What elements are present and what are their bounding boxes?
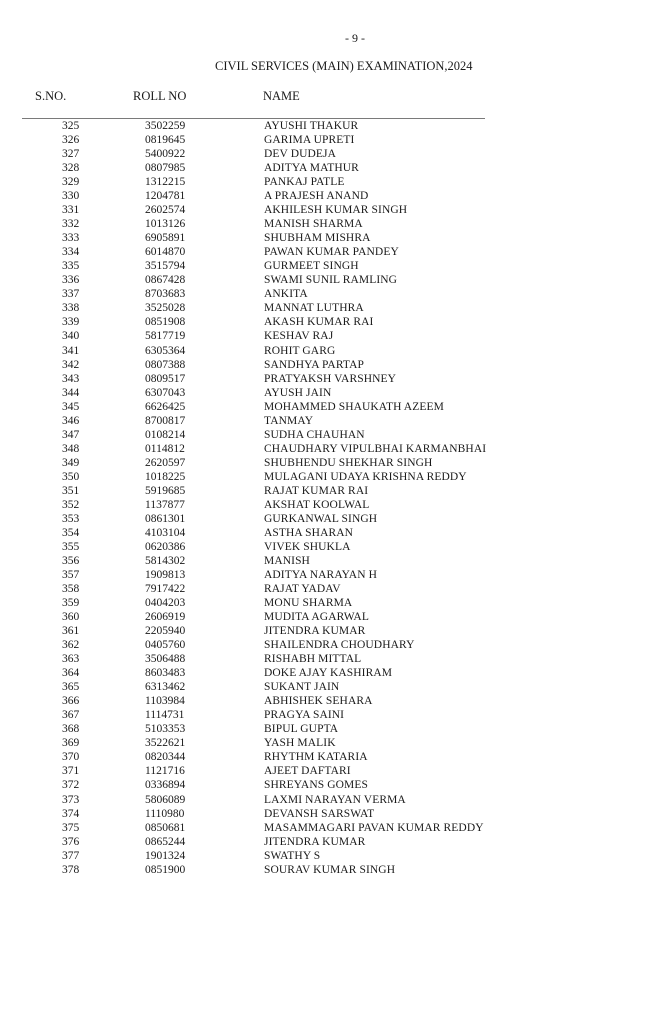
table-row [0,470,669,484]
candidate-name-cell: SOURAV KUMAR SINGH [264,863,396,876]
serial-number-cell: 354 [62,526,80,539]
serial-number-cell: 377 [62,849,80,862]
table-row [0,344,669,358]
table-row [0,736,669,750]
candidate-name-cell: RHYTHM KATARIA [264,751,368,764]
roll-number-cell: 5103353 [145,723,186,736]
serial-number-cell: 356 [62,554,80,567]
candidate-name-cell: RAJAT KUMAR RAI [264,484,369,497]
candidate-name-cell: PRAGYA SAINI [264,709,345,722]
candidate-name-cell: SUKANT JAIN [264,681,340,694]
table-row [0,301,669,315]
roll-number-cell: 8703683 [145,288,186,301]
roll-number-cell: 0336894 [145,779,186,792]
table-row [0,147,669,161]
roll-number-cell: 1121716 [145,765,185,778]
serial-number-cell: 375 [62,821,80,834]
table-row [0,540,669,554]
serial-number-cell: 378 [62,863,80,876]
serial-number-cell: 365 [62,681,80,694]
roll-number-cell: 5400922 [145,148,186,161]
candidate-name-cell: DEVANSH SARSWAT [264,807,375,820]
table-row [0,596,669,610]
candidate-name-cell: LAXMI NARAYAN VERMA [264,793,406,806]
candidate-name-cell: DOKE AJAY KASHIRAM [264,667,393,680]
candidate-name-cell: AYUSHI THAKUR [264,120,359,132]
roll-number-cell: 0820344 [145,751,186,764]
serial-number-cell: 360 [62,611,80,624]
candidate-name-cell: ABHISHEK SEHARA [264,695,373,708]
candidate-name-cell: RISHABH MITTAL [264,653,362,666]
serial-number-cell: 355 [62,540,80,553]
table-row [0,680,669,694]
candidate-name-cell: YASH MALIK [264,737,336,750]
roll-number-cell: 1909813 [145,569,186,581]
serial-number-cell: 333 [62,232,80,245]
serial-number-cell: 367 [62,709,80,722]
roll-number-cell: 2606919 [145,611,186,624]
table-row [0,708,669,722]
serial-number-cell: 350 [62,470,80,483]
candidate-name-cell: AKSHAT KOOLWAL [264,498,370,511]
serial-number-cell: 342 [62,358,80,371]
table-row [0,821,669,835]
table-row [0,217,669,231]
serial-number-cell: 337 [62,288,80,301]
roll-number-cell: 1018225 [145,470,186,483]
candidate-name-cell: ADITYA NARAYAN H [264,569,377,581]
table-row [0,778,669,792]
candidate-name-cell: MASAMMAGARI PAVAN KUMAR REDDY [264,821,484,834]
serial-number-cell: 336 [62,274,80,287]
table-row [0,414,669,428]
roll-number-cell: 6905891 [145,232,186,245]
candidate-name-cell: MULAGANI UDAYA KRISHNA REDDY [264,470,467,483]
candidate-name-cell: GURMEET SINGH [264,260,359,273]
table-row [0,666,669,680]
serial-number-cell: 349 [62,456,80,469]
column-header-name: NAME [263,89,300,103]
roll-number-cell: 4103104 [145,526,186,539]
candidate-name-cell: PANKAJ PATLE [264,176,345,189]
candidate-name-cell: AYUSH JAIN [264,386,332,399]
serial-number-cell: 325 [62,120,80,132]
roll-number-cell: 0865244 [145,835,186,848]
table-row [0,386,669,400]
candidate-name-cell: SHAILENDRA CHOUDHARY [264,639,415,652]
table-row [0,287,669,301]
table-row [0,231,669,245]
candidate-name-cell: PRATYAKSH VARSHNEY [264,372,397,385]
roll-number-cell: 0807388 [145,358,186,371]
serial-number-cell: 362 [62,639,80,652]
table-row [0,273,669,287]
serial-number-cell: 368 [62,723,80,736]
roll-number-cell: 0851900 [145,863,186,876]
roll-number-cell: 2205940 [145,625,186,638]
roll-number-cell: 5814302 [145,554,186,567]
table-row [0,694,669,708]
serial-number-cell: 339 [62,316,80,329]
serial-number-cell: 335 [62,260,80,273]
roll-number-cell: 1110980 [145,807,185,820]
roll-number-cell: 0404203 [145,597,186,610]
serial-number-cell: 351 [62,484,80,497]
candidate-name-cell: MUDITA AGARWAL [264,611,369,624]
roll-number-cell: 6626425 [145,400,186,413]
roll-number-cell: 6307043 [145,386,186,399]
candidate-name-cell: TANMAY [264,414,314,427]
table-row [0,203,669,217]
table-row [0,568,669,582]
table-row [0,750,669,764]
serial-number-cell: 361 [62,625,80,638]
roll-number-cell: 5919685 [145,484,186,497]
candidate-name-cell: AKASH KUMAR RAI [264,316,374,329]
candidate-name-cell: MANISH [264,554,310,567]
candidate-name-cell: JITENDRA KUMAR [264,625,366,638]
table-row [0,863,669,877]
roll-number-cell: 1137877 [145,498,185,511]
candidate-name-cell: CHAUDHARY VIPULBHAI KARMANBHAI [264,442,487,455]
table-row [0,526,669,540]
table-row [0,315,669,329]
candidate-name-cell: SWATHY S [264,849,321,862]
candidate-name-cell: MANISH SHARMA [264,218,363,231]
table-row [0,793,669,807]
roll-number-cell: 0620386 [145,540,186,553]
serial-number-cell: 376 [62,835,80,848]
serial-number-cell: 346 [62,414,80,427]
candidate-name-cell: MOHAMMED SHAUKATH AZEEM [264,400,444,413]
roll-number-cell: 0819645 [145,134,186,147]
table-row [0,498,669,512]
document-title: CIVIL SERVICES (MAIN) EXAMINATION,2024 [215,59,473,73]
candidate-name-cell: AKHILESH KUMAR SINGH [264,204,408,217]
serial-number-cell: 371 [62,765,80,778]
table-row [0,259,669,273]
roll-number-cell: 0405760 [145,639,186,652]
roll-number-cell: 0809517 [145,372,186,385]
table-row [0,764,669,778]
table-row [0,835,669,849]
column-header-sno: S.NO. [35,89,67,103]
table-row [0,512,669,526]
serial-number-cell: 329 [62,176,80,189]
serial-number-cell: 369 [62,737,80,750]
serial-number-cell: 345 [62,400,80,413]
candidate-name-cell: ASTHA SHARAN [264,526,354,539]
table-row [0,161,669,175]
table-row [0,329,669,343]
serial-number-cell: 341 [62,344,80,357]
serial-number-cell: 352 [62,498,80,511]
candidate-name-cell: GARIMA UPRETI [264,134,355,147]
candidate-name-cell: BIPUL GUPTA [264,723,339,736]
column-header-roll-no: ROLL NO [133,89,187,103]
roll-number-cell: 8603483 [145,667,186,680]
serial-number-cell: 358 [62,583,80,596]
candidate-name-cell: SWAMI SUNIL RAMLING [264,274,398,287]
serial-number-cell: 326 [62,134,80,147]
table-row [0,245,669,259]
serial-number-cell: 363 [62,653,80,666]
serial-number-cell: 331 [62,204,80,217]
roll-number-cell: 0867428 [145,274,186,287]
table-row [0,722,669,736]
serial-number-cell: 344 [62,386,80,399]
serial-number-cell: 353 [62,512,80,525]
table-row [0,372,669,386]
roll-number-cell: 0114812 [145,442,185,455]
serial-number-cell: 366 [62,695,80,708]
table-row [0,442,669,456]
roll-number-cell: 0861301 [145,512,186,525]
candidate-name-cell: DEV DUDEJA [264,148,337,161]
roll-number-cell: 3515794 [145,260,186,273]
roll-number-cell: 1013126 [145,218,186,231]
candidate-name-cell: ADITYA MATHUR [264,162,359,175]
candidate-name-cell: SHREYANS GOMES [264,779,368,792]
candidate-name-cell: SHUBHENDU SHEKHAR SINGH [264,456,433,469]
candidate-name-cell: JITENDRA KUMAR [264,835,366,848]
table-row [0,610,669,624]
roll-number-cell: 6014870 [145,246,186,259]
candidate-name-cell: SHUBHAM MISHRA [264,232,371,245]
table-row [0,175,669,189]
roll-number-cell: 3522621 [145,737,186,750]
page-number: - 9 - [345,31,365,45]
roll-number-cell: 1103984 [145,695,185,708]
candidate-name-cell: GURKANWAL SINGH [264,512,378,525]
candidate-name-cell: A PRAJESH ANAND [264,190,369,203]
roll-number-cell: 2620597 [145,456,186,469]
table-row [0,456,669,470]
serial-number-cell: 347 [62,428,80,441]
table-row [0,484,669,498]
table-row [0,849,669,863]
table-row [0,189,669,203]
candidate-name-cell: RAJAT YADAV [264,583,341,596]
serial-number-cell: 370 [62,751,80,764]
roll-number-cell: 0851908 [145,316,186,329]
candidate-name-cell: PAWAN KUMAR PANDEY [264,246,399,259]
candidate-name-cell: ANKITA [264,288,308,301]
roll-number-cell: 3525028 [145,302,186,315]
roll-number-cell: 2602574 [145,204,186,217]
serial-number-cell: 372 [62,779,80,792]
table-row [0,133,669,147]
serial-number-cell: 357 [62,569,80,581]
roll-number-cell: 5806089 [145,793,186,806]
serial-number-cell: 328 [62,162,80,175]
roll-number-cell: 7917422 [145,583,186,596]
roll-number-cell: 3502259 [145,120,186,132]
serial-number-cell: 348 [62,442,80,455]
serial-number-cell: 359 [62,597,80,610]
roll-number-cell: 6313462 [145,681,186,694]
serial-number-cell: 374 [62,807,80,820]
roll-number-cell: 5817719 [145,330,186,343]
serial-number-cell: 340 [62,330,80,343]
serial-number-cell: 338 [62,302,80,315]
candidate-name-cell: MANNAT LUTHRA [264,302,364,315]
results-table [0,119,669,877]
candidate-name-cell: MONU SHARMA [264,597,353,610]
candidate-name-cell: KESHAV RAJ [264,330,334,343]
roll-number-cell: 0108214 [145,428,186,441]
candidate-name-cell: AJEET DAFTARI [264,765,351,778]
table-row [0,119,669,133]
table-row [0,554,669,568]
serial-number-cell: 343 [62,372,80,385]
table-row [0,400,669,414]
table-row [0,428,669,442]
serial-number-cell: 373 [62,793,80,806]
roll-number-cell: 8700817 [145,414,186,427]
candidate-name-cell: SUDHA CHAUHAN [264,428,365,441]
roll-number-cell: 1312215 [145,176,186,189]
candidate-name-cell: ROHIT GARG [264,344,336,357]
candidate-name-cell: VIVEK SHUKLA [264,540,351,553]
table-row [0,807,669,821]
candidate-name-cell: SANDHYA PARTAP [264,358,365,371]
roll-number-cell: 0807985 [145,162,186,175]
table-row [0,358,669,372]
table-row [0,624,669,638]
table-row [0,652,669,666]
table-row [0,582,669,596]
serial-number-cell: 334 [62,246,80,259]
roll-number-cell: 1114731 [145,709,185,722]
roll-number-cell: 1204781 [145,190,186,203]
serial-number-cell: 330 [62,190,80,203]
serial-number-cell: 364 [62,667,80,680]
roll-number-cell: 0850681 [145,821,186,834]
table-row [0,638,669,652]
roll-number-cell: 1901324 [145,849,186,862]
roll-number-cell: 3506488 [145,653,186,666]
roll-number-cell: 6305364 [145,344,186,357]
serial-number-cell: 327 [62,148,80,161]
serial-number-cell: 332 [62,218,80,231]
